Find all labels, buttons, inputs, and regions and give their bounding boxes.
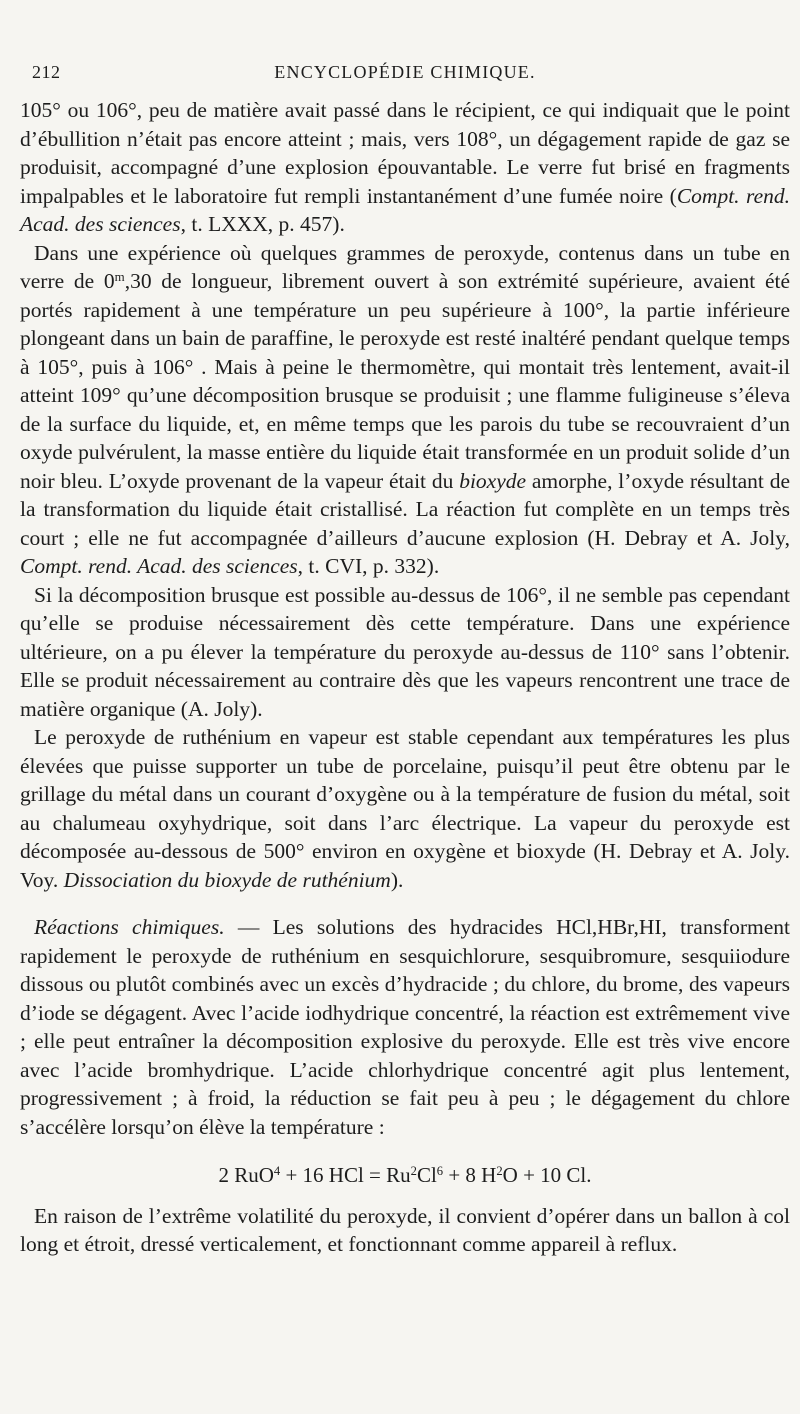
journal-reference: Compt. rend. Acad. des sciences	[20, 183, 790, 236]
body-text	[20, 96, 790, 1259]
section-heading: Réactions chimiques.	[34, 915, 225, 939]
paragraph-procedure: En raison de l’extrême volatilité du peroxyde, il convient d’opérer dans un ballon à col long et étroit, dressé verticalement, et fonctionnant comme appareil à reflux.	[20, 1203, 790, 1256]
cross-reference: Dissociation du bioxyde de ruthénium	[63, 867, 391, 892]
paragraph-continuation: 105° ou 106°, peu de matière avait passé dans le récipient, ce qui indiquait que le point d’ébullition n’était pas encore atteint ; mais, vers 108°, un dégagement rapide de gaz se produisit, accompagné d’une explosion épouvantable. Le verre fut brisé en fragments impalpables et le laboratoire fut rempli instantanément d’une fumée noire (Compt. rend. Acad. des sciences, t. LXXX, p. 457).	[20, 98, 790, 236]
italic-term: bioxyde	[459, 468, 527, 493]
paragraph-decomposition: Si la décomposition brusque est possible au-dessus de 106°, il ne semble pas cependant qu’elle se produise nécessairement dès cette température. Dans une expérience ultérieure, on a pu élever la température du peroxyde au-dessus de 110° sans l’obtenir. Elle se produit nécessairement au contraire dès que les vapeurs rencontrent une trace de matière organique (A. Joly).	[20, 582, 790, 721]
page-number: 212	[32, 62, 61, 82]
paragraph-experiment: Dans une expérience où quelques grammes de peroxyde, contenus dans un tube en verre de 0$^m$,30 de longueur, librement ouvert à son extrémité supérieure, avaient été portés rapidement à une température un peu supérieure à 100°, la partie inférieure plongeant dans un bain de paraffine, le peroxyde est resté inaltéré pendant quelque temps à 105°, puis à 106° . Mais à peine le thermomètre, qui montait très lentement, avait-il atteint 109° qu’une décomposition brusque se produisit ; une flamme fuligineuse s’éleva de la surface du liquide, et, en même temps que les parois du tube se recouvraient d’un oxyde pulvérulent, la masse entière du liquide était transformée en un produit solide d’un noir bleu. L’oxyde provenant de la vapeur était du bioxyde amorphe, l’oxyde résultant de la transformation du liquide était cristallisé. La réaction fut complète en un temps très court ; elle ne fut accompagnée d’ailleurs d’aucune explosion (H. Debray et A. Joly, Compt. rend. Acad. des sciences, t. CVI, p. 332).	[20, 240, 790, 578]
journal-reference: Compt. rend. Acad. des sciences	[20, 554, 298, 578]
chemical-equation: 2 RuO$^4$ + 16 HCl = $Ru^2Cl^6 + 8$ $H^2O + 10$ Cl.	[218, 1163, 592, 1187]
running-title: ENCYCLOPÉDIE CHIMIQUE.	[274, 62, 536, 82]
paragraph-chemical-reactions: Réactions chimiques. — Les solutions des hydracides HCl,HBr,HI, transforment rapidement le peroxyde de ruthénium en sesquichlorure, sesquibromure, sesquiiodure dissous ou plutôt combinés avec un excès d’hydracide ; du chlore, du brome, des vapeurs d’iode se dégagent. Avec l’acide iodhydrique concentré, la réaction est extrêmement vive ; elle peut entraîner la décomposition explosive du peroxyde. Elle est très vive encore avec l’acide bromhydrique. L’acide chlorhydrique concentré agit plus lentement, progressivement ; à froid, la réduction se fait peu à peu ; le dégagement du chlore s’accélère lorsqu’on élève la température :	[20, 915, 790, 1139]
running-head	[20, 62, 790, 88]
paragraph-vapour-stability: Le peroxyde de ruthénium en vapeur est stable cependant aux températures les plus élevées que puisse supporter un tube de porcelaine, puisqu’il peut être obtenu par le grillage du métal dans un courant d’oxygène ou à la température de fusion du métal, soit au chalumeau oxyhydrique, soit dans l’arc électrique. La vapeur du peroxyde est décomposée au-dessous de 500° environ en oxygène et bioxyde (H. Debray et A. Joly. Voy. Dissociation du bioxyde de ruthénium).	[20, 725, 790, 892]
